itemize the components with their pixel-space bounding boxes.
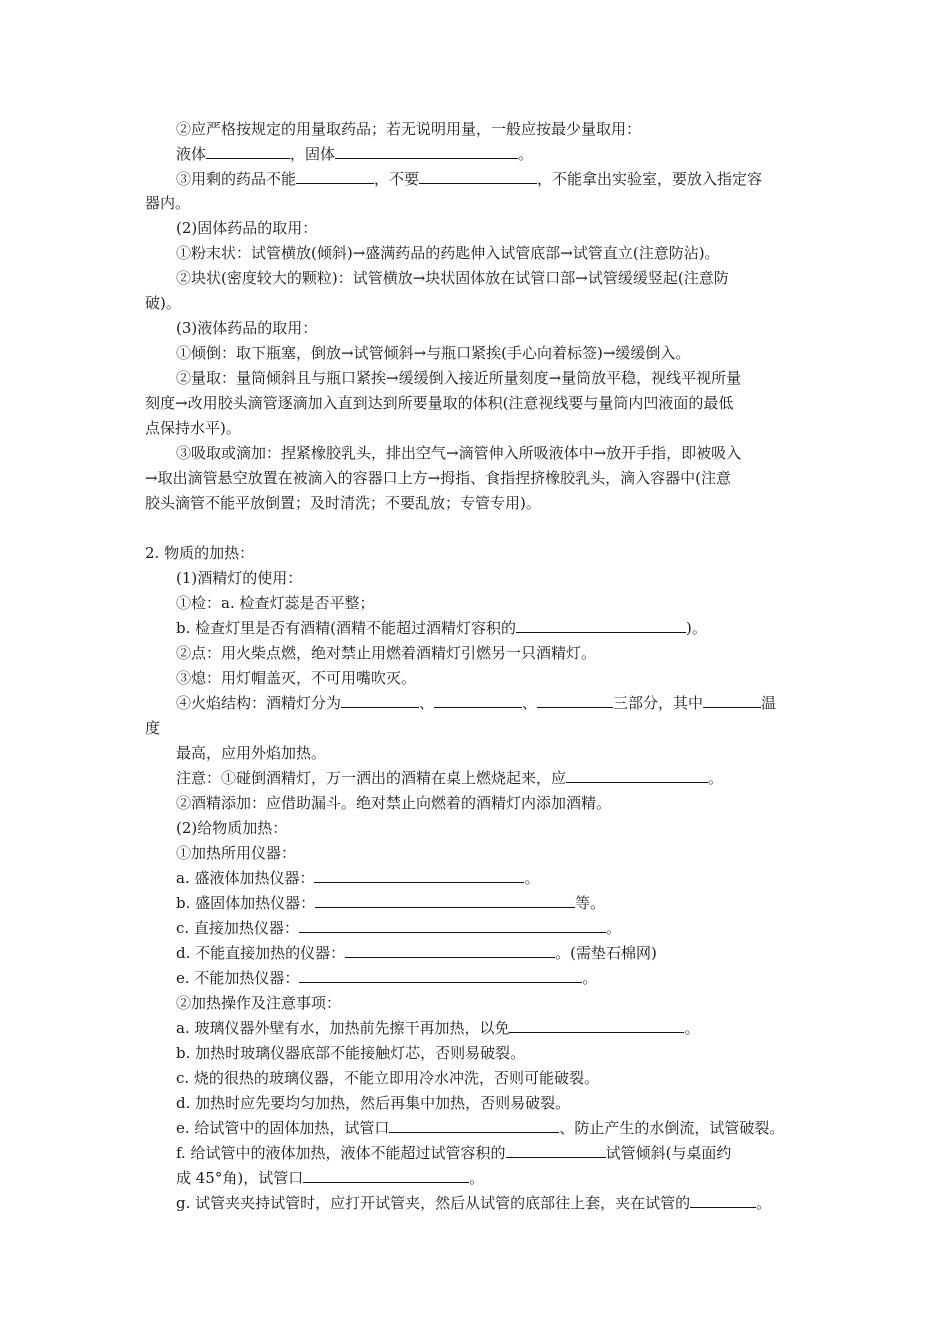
text-line: 刻度→改用胶头滴管逐滴加入直到达到所要量取的体积(注意视线要与量筒内凹液面的最低 xyxy=(145,394,734,412)
section-heading: (2)给物质加热： xyxy=(176,819,288,837)
text-line: a. 盛液体加热仪器： 。 xyxy=(176,869,540,887)
text-line: d. 加热时应先要均匀加热，然后再集中加热，否则易破裂。 xyxy=(176,1094,571,1112)
answer-blank xyxy=(299,968,582,983)
text-line: 成 45°角)，试管口 。 xyxy=(176,1169,485,1187)
answer-blank xyxy=(389,1118,559,1133)
text-line: b. 盛固体加热仪器： 等。 xyxy=(176,894,606,912)
answer-blank xyxy=(303,1168,469,1183)
answer-blank xyxy=(506,1143,606,1158)
section-heading: 2. 物质的加热： xyxy=(145,544,255,562)
answer-blank xyxy=(537,693,613,708)
text-line: ②酒精添加：应借助漏斗。绝对禁止向燃着的酒精灯内添加酒精。 xyxy=(176,794,612,812)
text-line: ②块状(密度较大的颗粒)：试管横放→块状固体放在试管口部→试管缓缓竖起(注意防 xyxy=(176,269,729,287)
text-line: e. 不能加热仪器： 。 xyxy=(176,969,598,987)
answer-blank xyxy=(335,144,518,159)
text-line: ①倾倒：取下瓶塞，倒放→试管倾斜→与瓶口紧挨(手心向着标签)→缓缓倒入。 xyxy=(176,344,691,362)
answer-blank xyxy=(341,693,419,708)
text-line: ①粉末状：试管横放(倾斜)→盛满药品的药匙伸入试管底部→试管直立(注意防沾)。 xyxy=(176,244,720,262)
text-line: a. 玻璃仪器外壁有水，加热前先擦干再加热，以免 。 xyxy=(176,1019,700,1037)
answer-blank xyxy=(516,618,686,633)
text-line: b. 检查灯里是否有酒精(酒精不能超过酒精灯容积的 )。 xyxy=(176,619,707,637)
text-line: b. 加热时玻璃仪器底部不能接触灯芯，否则易破裂。 xyxy=(176,1044,526,1062)
text-line: c. 烧的很热的玻璃仪器，不能立即用冷水冲洗，否则可能破裂。 xyxy=(176,1069,599,1087)
section-heading: (3)液体药品的取用： xyxy=(176,319,318,337)
text-line: d. 不能直接加热的仪器： 。(需垫石棉网) xyxy=(176,944,657,962)
answer-blank xyxy=(206,144,290,159)
answer-blank xyxy=(703,693,761,708)
text-line: ①检：a. 检查灯蕊是否平整； xyxy=(176,594,375,612)
text-line: 破)。 xyxy=(145,294,181,312)
answer-blank xyxy=(315,893,575,908)
text-line: 点保持水平)。 xyxy=(145,419,241,437)
text-line: 度 xyxy=(145,719,161,737)
text-line: 器内。 xyxy=(145,194,191,212)
text-line: g. 试管夹夹持试管时，应打开试管夹，然后从试管的底部往上套，夹在试管的 。 xyxy=(176,1194,772,1212)
text-line: 注意：①碰倒酒精灯，万一洒出的酒精在桌上燃烧起来，应 。 xyxy=(176,769,724,787)
text-line: ②应严格按规定的用量取药品；若无说明用量，一般应按最少量取用： xyxy=(176,120,642,138)
text-line: ②量取：量筒倾斜且与瓶口紧挨→缓缓倒入接近所量刻度→量筒放平稳，视线平视所量 xyxy=(176,369,742,387)
answer-blank xyxy=(566,768,708,783)
text-line: f. 给试管中的液体加热，液体不能超过试管容积的 试管倾斜(与桌面约 xyxy=(176,1144,732,1162)
text-line: ②加热操作及注意事项： xyxy=(176,994,342,1012)
section-heading: (1)酒精灯的使用： xyxy=(176,569,303,587)
text-line: →取出滴管悬空放置在被滴入的容器口上方→拇指、食指捏挤橡胶乳头，滴入容器中(注意 xyxy=(145,469,731,487)
text-line: ②点：用火柴点燃，绝对禁止用燃着酒精灯引燃另一只酒精灯。 xyxy=(176,644,597,662)
text-line: ③用剩的药品不能 ，不要 ，不能拿出实验室，要放入指定容 xyxy=(176,170,763,188)
text-line: c. 直接加热仪器： 。 xyxy=(176,919,621,937)
text-line: ③吸取或滴加：捏紧橡胶乳头，排出空气→滴管伸入所吸液体中→放开手指，即被吸入 xyxy=(176,444,742,462)
text-line: e. 给试管中的固体加热，试管口 、防止产生的水倒流，试管破裂。 xyxy=(176,1119,785,1137)
section-heading: (2)固体药品的取用： xyxy=(176,219,318,237)
answer-blank xyxy=(509,1018,684,1033)
text-line: 胶头滴管不能平放倒置；及时清洗；不要乱放；专管专用)。 xyxy=(145,494,541,512)
text-line: ①加热所用仪器： xyxy=(176,844,297,862)
text-line: 最高，应用外焰加热。 xyxy=(176,744,327,762)
answer-blank xyxy=(434,693,522,708)
answer-blank xyxy=(299,918,606,933)
answer-blank xyxy=(296,169,374,184)
text-line: 液体 ，固体 。 xyxy=(176,145,534,163)
answer-blank xyxy=(419,169,537,184)
text-line: ④火焰结构：酒精灯分为 、 、 三部分，其中 温 xyxy=(176,694,777,712)
answer-blank xyxy=(690,1193,756,1208)
answer-blank xyxy=(314,868,524,883)
answer-blank xyxy=(345,943,555,958)
text-line: ③熄：用灯帽盖灭，不可用嘴吹灭。 xyxy=(176,669,417,687)
